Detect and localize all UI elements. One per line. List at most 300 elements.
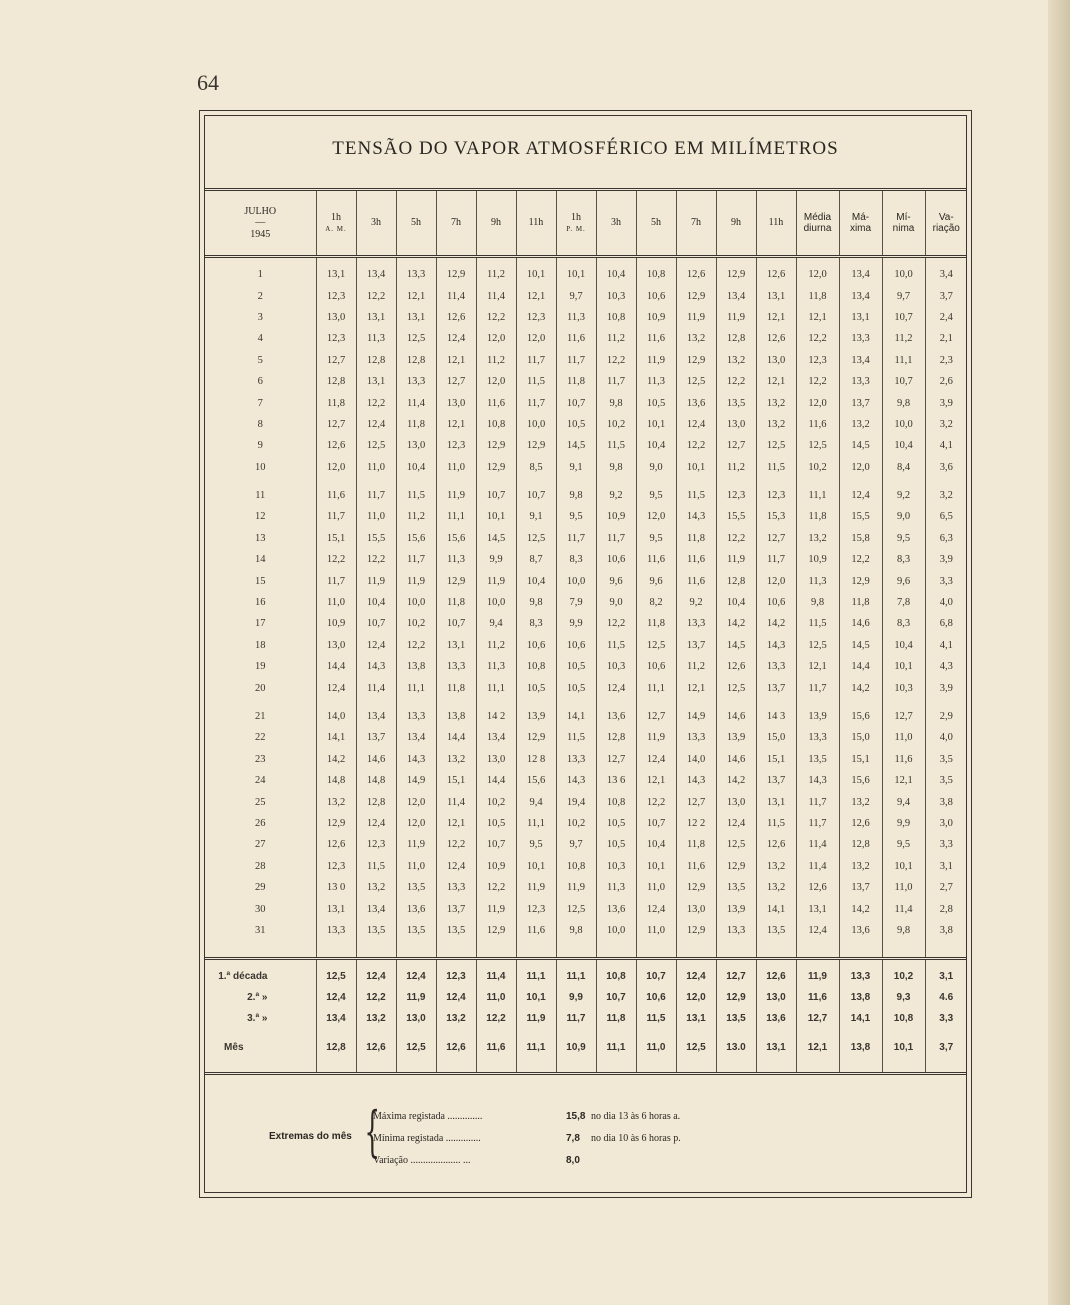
table-cell: 12,1	[796, 1036, 839, 1058]
row-label: 9	[257, 440, 263, 452]
spacer-cell	[356, 257, 396, 265]
table-cell: 11,4	[476, 966, 516, 987]
table-cell: 10,2	[796, 457, 839, 478]
table-cell: 12,4	[316, 987, 356, 1008]
table-cell: 13,7	[356, 727, 396, 748]
spacer-cell	[636, 478, 676, 485]
table-cell: 11,8	[316, 392, 356, 413]
table-cell: 8,4	[882, 457, 925, 478]
spacer-cell	[636, 959, 676, 967]
table-cell: 12,7	[436, 371, 476, 392]
table-cell: 3,7	[925, 285, 967, 306]
table-cell: 12,4	[676, 966, 716, 987]
table-cell: 13,3	[556, 749, 596, 770]
table-row	[205, 613, 967, 634]
table-cell: 2,7	[925, 877, 967, 898]
spacer-cell	[516, 1029, 556, 1036]
table-cell: 13,0	[316, 635, 356, 656]
table-cell: 9,6	[596, 570, 636, 591]
table-cell: 13,1	[756, 791, 796, 812]
table-cell: 12,8	[716, 570, 756, 591]
spacer-cell	[676, 1029, 716, 1036]
spacer-cell	[396, 1058, 436, 1074]
table-cell: 13,3	[396, 264, 436, 285]
spacer-cell	[756, 257, 796, 265]
table-cell: 13,8	[436, 706, 476, 727]
table-cell: 12,6	[356, 1036, 396, 1058]
table-cell: 11,4	[882, 898, 925, 919]
table-cell: 4,0	[925, 727, 967, 748]
table-cell: 12,4	[436, 987, 476, 1008]
table-cell: 10,8	[636, 264, 676, 285]
table-cell: 12,0	[756, 570, 796, 591]
table-cell: 12,5	[316, 966, 356, 987]
table-cell: 14,5	[476, 528, 516, 549]
table-cell: 14,6	[716, 749, 756, 770]
table-cell: 2,9	[925, 706, 967, 727]
spacer-cell	[596, 478, 636, 485]
page-number: 64	[197, 70, 219, 95]
row-label: 1.ª década	[218, 971, 268, 983]
table-cell: 9,7	[556, 834, 596, 855]
table-cell: 13,0	[676, 898, 716, 919]
spacer-cell	[796, 257, 839, 265]
table-cell: 9,5	[556, 506, 596, 527]
table-cell: 13,4	[396, 727, 436, 748]
table-cell: 10,5	[636, 392, 676, 413]
spacer-cell	[556, 478, 596, 485]
table-cell: 9,5	[882, 528, 925, 549]
header-5h-am: 5h	[396, 190, 436, 257]
table-cell: 14,3	[796, 770, 839, 791]
table-frame	[199, 110, 972, 1198]
row-label: 23	[255, 753, 266, 765]
row-label: 15	[255, 575, 266, 587]
spacer-cell	[556, 699, 596, 706]
table-cell: 10,9	[596, 506, 636, 527]
table-cell: 11,9	[716, 307, 756, 328]
table-cell: 14,9	[396, 770, 436, 791]
spacer-cell	[925, 959, 967, 967]
spacer-cell	[839, 941, 882, 959]
header-9h-pm: 9h	[716, 190, 756, 257]
header-7h-am: 7h	[436, 190, 476, 257]
table-cell: 3,1	[925, 966, 967, 987]
table-cell: 11,6	[676, 549, 716, 570]
table-cell: 10,7	[882, 307, 925, 328]
table-cell: 10,9	[796, 549, 839, 570]
table-cell: 13,0	[756, 350, 796, 371]
table-cell: 11,5	[396, 485, 436, 506]
table-cell: 15,5	[716, 506, 756, 527]
table-cell: 13,3	[756, 656, 796, 677]
table-cell: 13,2	[356, 877, 396, 898]
spacer-cell	[316, 959, 356, 967]
table-cell: 12,7	[636, 706, 676, 727]
table-cell: 12,7	[316, 414, 356, 435]
table-cell: 11,1	[882, 350, 925, 371]
table-cell: 11,6	[516, 920, 556, 941]
row-label: 31	[255, 924, 266, 936]
spacer-cell	[205, 959, 316, 967]
table-cell: 13,4	[356, 706, 396, 727]
table-cell: 13,4	[356, 264, 396, 285]
table-cell: 11,3	[356, 328, 396, 349]
table-cell: 15,6	[839, 770, 882, 791]
table-cell: 9,7	[882, 285, 925, 306]
table-cell: 14,8	[356, 770, 396, 791]
table-cell: 12,4	[356, 813, 396, 834]
table-cell: 11,9	[796, 966, 839, 987]
table-cell: 11,9	[396, 987, 436, 1008]
row-label: 11	[255, 490, 266, 502]
table-cell: 12,9	[436, 264, 476, 285]
spacer-cell	[476, 941, 516, 959]
table-cell: 11,7	[316, 570, 356, 591]
spacer-cell	[796, 478, 839, 485]
row-label: 8	[257, 418, 263, 430]
table-cell: 11,8	[796, 506, 839, 527]
table-cell: 11,2	[396, 506, 436, 527]
table-row	[205, 285, 967, 306]
table-cell: 12,4	[316, 677, 356, 698]
header-media-diurna: Média diurna	[796, 190, 839, 257]
table-cell: 8,2	[636, 592, 676, 613]
table-cell: 12,2	[676, 435, 716, 456]
row-label: 28	[255, 860, 266, 872]
row-label: 26	[255, 817, 266, 829]
table-cell: 14,2	[316, 749, 356, 770]
table-cell: 10,5	[596, 834, 636, 855]
spacer-cell	[756, 699, 796, 706]
table-cell: 12,8	[716, 328, 756, 349]
spacer-cell	[676, 257, 716, 265]
table-cell: 12,0	[476, 328, 516, 349]
table-cell: 12,3	[436, 966, 476, 987]
table-cell: 14,4	[839, 656, 882, 677]
table-cell: 3,6	[925, 457, 967, 478]
table-cell: 11,4	[436, 791, 476, 812]
table-cell: 10,4	[596, 264, 636, 285]
table-cell: 11,7	[316, 506, 356, 527]
table-cell: 11,6	[676, 570, 716, 591]
table-row	[205, 570, 967, 591]
spacer-row	[205, 478, 967, 485]
table-cell: 12,2	[839, 549, 882, 570]
table-cell: 11,9	[516, 1008, 556, 1029]
table-cell: 12,3	[316, 285, 356, 306]
table-cell: 10,2	[476, 791, 516, 812]
table-cell: 7,9	[556, 592, 596, 613]
table-cell: 11,5	[556, 727, 596, 748]
table-cell: 12,0	[676, 987, 716, 1008]
row-label: Mês	[224, 1041, 244, 1053]
row-label: 2	[257, 290, 263, 302]
variacao-value: 8,0	[566, 1155, 580, 1166]
vapor-pressure-table	[205, 188, 967, 1075]
table-cell: 9,6	[882, 570, 925, 591]
table-cell: 10,1	[676, 457, 716, 478]
table-row	[205, 457, 967, 478]
table-cell: 13,6	[676, 392, 716, 413]
variacao-label: Variação .................... ...	[373, 1155, 471, 1166]
table-cell: 13,6	[396, 898, 436, 919]
table-row	[205, 677, 967, 698]
spacer-cell	[882, 1029, 925, 1036]
spacer-cell	[839, 478, 882, 485]
table-row	[205, 877, 967, 898]
table-cell: 14,9	[676, 706, 716, 727]
table-cell: 12,0	[839, 457, 882, 478]
table-cell: 12,4	[636, 898, 676, 919]
table-cell: 12,4	[356, 966, 396, 987]
table-cell: 12,0	[316, 457, 356, 478]
decade-row	[205, 987, 967, 1008]
table-cell: 11,2	[476, 350, 516, 371]
table-cell: 3,5	[925, 770, 967, 791]
table-cell: 9,0	[636, 457, 676, 478]
table-cell: 12,6	[756, 966, 796, 987]
spacer-cell	[925, 941, 967, 959]
table-cell: 9,9	[882, 813, 925, 834]
table-cell: 10,1	[882, 1036, 925, 1058]
spacer-cell	[839, 1029, 882, 1036]
spacer-cell	[839, 959, 882, 967]
maxima-label: Máxima registada ..............	[373, 1111, 483, 1122]
minima-note: no dia 10 às 6 horas p.	[591, 1133, 681, 1144]
table-cell: 13,2	[676, 328, 716, 349]
row-label: 29	[255, 882, 266, 894]
table-cell: 13,2	[796, 528, 839, 549]
table-cell: 12,9	[516, 727, 556, 748]
table-row	[205, 371, 967, 392]
table-cell: 13 6	[596, 770, 636, 791]
separator-row	[205, 941, 967, 959]
table-cell: 11,9	[356, 570, 396, 591]
table-cell: 8,3	[882, 549, 925, 570]
table-cell: 4,1	[925, 635, 967, 656]
table-cell: 12,8	[356, 791, 396, 812]
table-cell: 10,7	[356, 613, 396, 634]
table-cell: 14,5	[716, 635, 756, 656]
table-cell: 12,0	[516, 328, 556, 349]
table-cell: 11,4	[436, 285, 476, 306]
row-label: 24	[255, 775, 266, 787]
spacer-cell	[716, 1029, 756, 1036]
table-cell: 12,5	[676, 371, 716, 392]
table-cell: 12,8	[596, 727, 636, 748]
table-cell: 10,6	[556, 635, 596, 656]
spacer-cell	[476, 1058, 516, 1074]
spacer-cell	[516, 959, 556, 967]
table-cell: 11,5	[636, 1008, 676, 1029]
table-cell: 12,1	[436, 813, 476, 834]
table-cell: 13,0	[756, 987, 796, 1008]
table-cell: 12,6	[796, 877, 839, 898]
table-cell: 15,6	[396, 528, 436, 549]
table-cell: 10,1	[882, 656, 925, 677]
table-cell: 10,7	[516, 485, 556, 506]
table-cell: 12,2	[716, 528, 756, 549]
table-cell: 13,3	[716, 920, 756, 941]
table-cell: 12,9	[516, 435, 556, 456]
table-cell: 13,0	[396, 1008, 436, 1029]
table-cell: 14,4	[476, 770, 516, 791]
table-cell: 11,8	[596, 1008, 636, 1029]
spacer-cell	[756, 959, 796, 967]
row-label: 27	[255, 839, 266, 851]
spacer-cell	[396, 959, 436, 967]
table-cell: 13,9	[716, 898, 756, 919]
table-cell: 9,8	[596, 457, 636, 478]
row-label: 12	[255, 511, 266, 523]
table-cell: 12,9	[476, 457, 516, 478]
spacer-cell	[839, 257, 882, 265]
table-cell: 12,2	[396, 635, 436, 656]
spacer-cell	[356, 699, 396, 706]
table-cell: 15,5	[356, 528, 396, 549]
table-cell: 10,0	[476, 592, 516, 613]
table-cell: 11,0	[316, 592, 356, 613]
spacer-cell	[756, 1058, 796, 1074]
spacer-cell	[476, 257, 516, 265]
spacer-cell	[756, 941, 796, 959]
table-row	[205, 791, 967, 812]
table-cell: 13,7	[676, 635, 716, 656]
table-cell: 14,6	[839, 613, 882, 634]
table-cell: 12,5	[756, 435, 796, 456]
spacer-cell	[716, 941, 756, 959]
spacer-cell	[676, 941, 716, 959]
table-cell: 13,1	[796, 898, 839, 919]
table-cell: 12,3	[436, 435, 476, 456]
table-cell: 13,8	[839, 1036, 882, 1058]
spacer-cell	[476, 699, 516, 706]
table-cell: 13,9	[516, 706, 556, 727]
spacer-cell	[205, 478, 316, 485]
table-cell: 14,1	[839, 1008, 882, 1029]
table-cell: 13,3	[396, 706, 436, 727]
row-label: 3	[257, 311, 263, 323]
table-cell: 12,9	[676, 350, 716, 371]
table-cell: 10,0	[396, 592, 436, 613]
table-cell: 12,2	[356, 392, 396, 413]
header-3h-pm: 3h	[596, 190, 636, 257]
table-cell: 13,2	[356, 1008, 396, 1029]
table-cell: 13,1	[756, 285, 796, 306]
table-row	[205, 485, 967, 506]
table-row	[205, 770, 967, 791]
table-cell: 3,1	[925, 856, 967, 877]
table-cell: 10,5	[476, 813, 516, 834]
table-cell: 14,5	[839, 435, 882, 456]
table-cell: 10,6	[756, 592, 796, 613]
table-cell: 9,8	[796, 592, 839, 613]
table-cell: 14,3	[356, 656, 396, 677]
table-cell: 9,9	[556, 613, 596, 634]
table-cell: 14 2	[476, 706, 516, 727]
table-cell: 13,2	[756, 414, 796, 435]
table-cell: 12,7	[676, 791, 716, 812]
table-cell: 10,7	[882, 371, 925, 392]
table-row	[205, 749, 967, 770]
table-cell: 13,5	[436, 920, 476, 941]
table-cell: 11,7	[356, 485, 396, 506]
table-cell: 12,4	[796, 920, 839, 941]
table-cell: 11,7	[596, 371, 636, 392]
table-cell: 12,1	[796, 656, 839, 677]
header-row	[205, 190, 967, 257]
table-cell: 10,8	[882, 1008, 925, 1029]
table-cell: 9,7	[556, 285, 596, 306]
table-cell: 11,3	[636, 371, 676, 392]
table-cell: 12,5	[556, 898, 596, 919]
table-cell: 12,5	[716, 834, 756, 855]
table-cell: 12,4	[356, 635, 396, 656]
table-cell: 11,0	[636, 920, 676, 941]
extremes-minima-row	[373, 1133, 973, 1149]
table-cell: 13,5	[716, 877, 756, 898]
table-row	[205, 834, 967, 855]
table-cell: 12,3	[316, 856, 356, 877]
table-cell: 12,3	[356, 834, 396, 855]
spacer-cell	[396, 699, 436, 706]
table-cell: 2,8	[925, 898, 967, 919]
table-cell: 14,2	[716, 613, 756, 634]
spacer-cell	[796, 941, 839, 959]
table-cell: 10,5	[596, 813, 636, 834]
table-cell: 11,7	[596, 528, 636, 549]
spacer-cell	[882, 959, 925, 967]
table-cell: 12,9	[476, 920, 516, 941]
table-cell: 12,8	[316, 1036, 356, 1058]
table-cell: 15,3	[756, 506, 796, 527]
table-cell: 10,1	[636, 414, 676, 435]
spacer-row	[205, 1029, 967, 1036]
header-9h-am: 9h	[476, 190, 516, 257]
table-cell: 11,4	[356, 677, 396, 698]
table-cell: 12,2	[316, 549, 356, 570]
table-cell: 11,6	[316, 485, 356, 506]
page-edge	[1048, 0, 1070, 1305]
table-cell: 2,4	[925, 307, 967, 328]
spacer-cell	[596, 959, 636, 967]
header-minima: Mí- nima	[882, 190, 925, 257]
table-cell: 10,5	[516, 677, 556, 698]
table-cell: 13,7	[436, 898, 476, 919]
table-cell: 9,6	[636, 570, 676, 591]
table-cell: 13,4	[356, 898, 396, 919]
table-cell: 11,9	[516, 877, 556, 898]
spacer-cell	[316, 1058, 356, 1074]
table-cell: 10,7	[596, 987, 636, 1008]
table-cell: 11,8	[556, 371, 596, 392]
table-cell: 10,3	[596, 856, 636, 877]
table-cell: 12,6	[716, 656, 756, 677]
table-row	[205, 592, 967, 613]
table-cell: 11,7	[796, 677, 839, 698]
header-3h-am: 3h	[356, 190, 396, 257]
table-cell: 13,3	[436, 877, 476, 898]
table-row	[205, 813, 967, 834]
table-cell: 11,2	[716, 457, 756, 478]
table-cell: 12,5	[636, 635, 676, 656]
table-row	[205, 898, 967, 919]
table-cell: 3,9	[925, 677, 967, 698]
table-cell: 13,5	[356, 920, 396, 941]
table-cell: 4,3	[925, 656, 967, 677]
extremes-block	[205, 1101, 966, 1171]
